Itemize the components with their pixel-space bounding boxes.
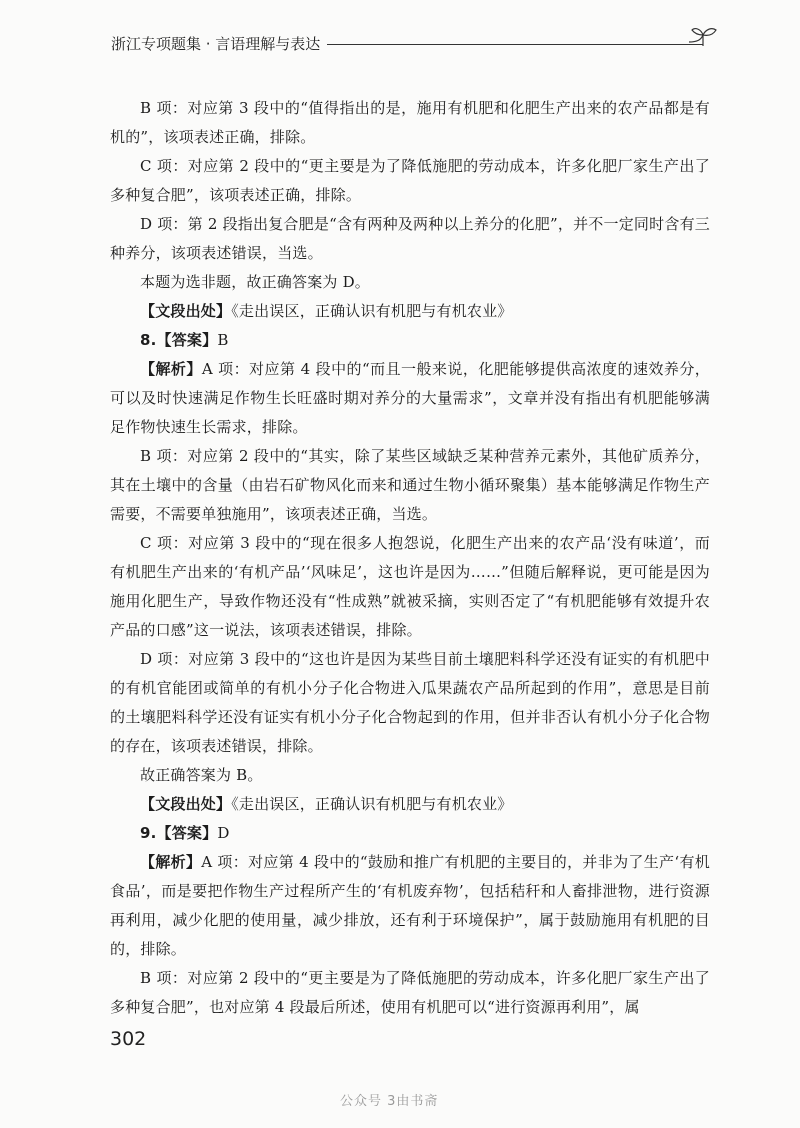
paragraph bbox=[110, 94, 710, 152]
paragraph-text: 《走出误区，正确认识有机肥与有机农业》 bbox=[231, 795, 513, 813]
paragraph-text: 《走出误区，正确认识有机肥与有机农业》 bbox=[231, 302, 513, 320]
header-rule bbox=[327, 44, 703, 45]
page-body bbox=[110, 94, 710, 1022]
paragraph-tag: 【文段出处】 bbox=[140, 302, 232, 320]
paragraph-text: C 项：对应第 2 段中的“更主要是为了降低施肥的劳动成本，许多化肥厂家生产出了多种复合肥”，该项表述正确，排除。 bbox=[110, 157, 710, 204]
paragraph-tag: 8.【答案】 bbox=[140, 331, 218, 349]
header-title: 浙江专项题集 · 言语理解与表达 bbox=[111, 35, 321, 53]
paragraph-text: A 项：对应第 4 段中的“鼓励和推广有机肥的主要目的，并非为了生产‘有机食品’，而是要把作物生产过程所产生的‘有机废弃物’，包括秸秆和人畜排泄物，进行资源再利用，减少化肥的使用量，减少排放，还有利于环境保护”，属于鼓励施用有机肥的目的，排除。 bbox=[110, 853, 710, 958]
paragraph-text: 故正确答案为 B。 bbox=[140, 766, 263, 784]
paragraph bbox=[110, 645, 710, 761]
paragraph-text: B 项：对应第 3 段中的“值得指出的是，施用有机肥和化肥生产出来的农产品都是有机的”，该项表述正确，排除。 bbox=[110, 99, 710, 146]
paragraph bbox=[110, 297, 710, 326]
paragraph bbox=[110, 210, 710, 268]
paragraph bbox=[110, 529, 710, 645]
paragraph bbox=[110, 790, 710, 819]
running-header bbox=[111, 34, 711, 58]
paragraph bbox=[110, 819, 710, 848]
paragraph-text: D 项：第 2 段指出复合肥是“含有两种及两种以上养分的化肥”，并不一定同时含有三种养分，该项表述错误，当选。 bbox=[110, 215, 710, 262]
paragraph bbox=[110, 326, 710, 355]
paragraph bbox=[110, 268, 710, 297]
paragraph-text: 本题为选非题，故正确答案为 D。 bbox=[140, 273, 370, 291]
paragraph-text: D 项：对应第 3 段中的“这也许是因为某些目前土壤肥料科学还没有证实的有机肥中的有机官能团或简单的有机小分子化合物进入瓜果蔬农产品所起到的作用”，意思是目前的土壤肥料科学还没有证实有机小分子化合物起到的作用，但并非否认有机小分子化合物的存在，该项表述错误，排除。 bbox=[110, 650, 710, 755]
paragraph bbox=[110, 442, 710, 529]
paragraph bbox=[110, 964, 710, 1022]
paragraph-text: B bbox=[217, 331, 229, 349]
watermark: 公众号 3由书斋 bbox=[340, 1094, 439, 1109]
paragraph-text: B 项：对应第 2 段中的“其实，除了某些区域缺乏某种营养元素外，其他矿质养分，其在土壤中的含量（由岩石矿物风化而来和通过生物小循环聚集）基本能够满足作物生产需要，不需要单独施用”，该项表述正确，当选。 bbox=[110, 447, 710, 523]
paragraph bbox=[110, 848, 710, 964]
paragraph-tag: 【解析】 bbox=[140, 853, 202, 871]
paragraph-tag: 【文段出处】 bbox=[140, 795, 232, 813]
paragraph-tag: 【解析】 bbox=[140, 360, 202, 378]
sprout-icon bbox=[687, 26, 719, 48]
paragraph bbox=[110, 152, 710, 210]
paragraph-text: C 项：对应第 3 段中的“现在很多人抱怨说，化肥生产出来的农产品‘没有味道’，而有机肥生产出来的‘有机产品’‘风味足’，这也许是因为……”但随后解释说，更可能是因为施用化肥生产，导致作物还没有“性成熟”就被采摘，实则否定了“有机肥能够有效提升农产品的口感”这一说法，该项表述错误，排除。 bbox=[110, 534, 710, 639]
paragraph-tag: 9.【答案】 bbox=[140, 824, 218, 842]
page-number: 302 bbox=[110, 1028, 147, 1050]
paragraph-text: B 项：对应第 2 段中的“更主要是为了降低施肥的劳动成本，许多化肥厂家生产出了多种复合肥”，也对应第 4 段最后所述，使用有机肥可以“进行资源再利用”，属 bbox=[110, 969, 710, 1016]
paragraph bbox=[110, 761, 710, 790]
paragraph-text: A 项：对应第 4 段中的“而且一般来说，化肥能够提供高浓度的速效养分，可以及时快速满足作物生长旺盛时期对养分的大量需求”，文章并没有指出有机肥能够满足作物快速生长需求，排除。 bbox=[110, 360, 710, 436]
paragraph bbox=[110, 355, 710, 442]
paragraph-text: D bbox=[217, 824, 230, 842]
